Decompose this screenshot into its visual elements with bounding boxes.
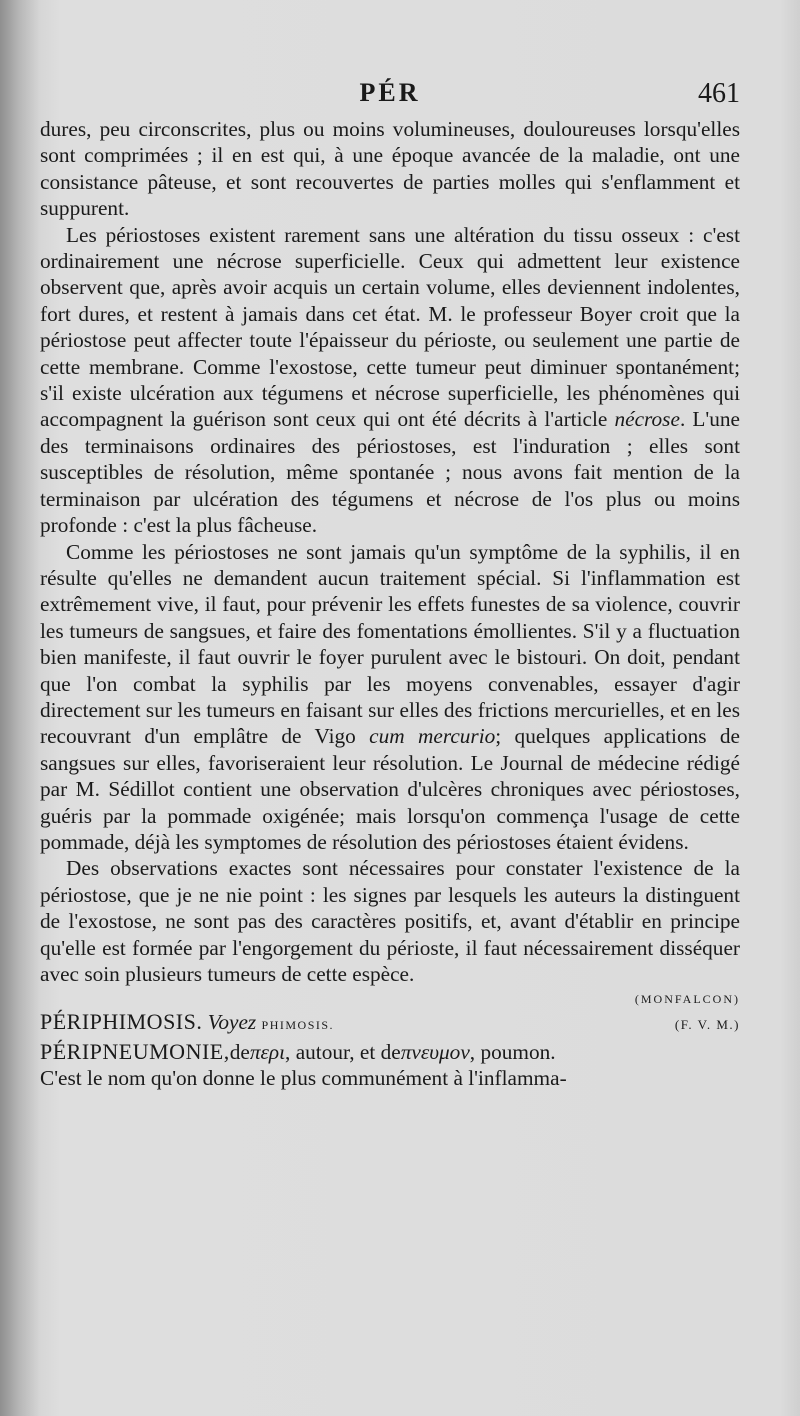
- entry-text: , autour, et de: [285, 1039, 401, 1064]
- running-head: PÉR: [359, 78, 421, 107]
- paragraph-text: Comme les périostoses ne sont jamais qu'un symptôme de la syphilis, il en résulte qu'elles ne demandent aucun traitement spécial. Si l'inflammation est extrêmement vive, il faut, pour prévenir les effets funestes de sa violence, couvrir les tumeurs de sangsues, et faire des fomentations émollientes. S'il y a fluctuation bien manifeste, il faut ouvrir le foyer purulent avec le bistouri. On doit, pendant que l'on combat la syphilis par les moyens convenables, essayer d'agir directement sur les tumeurs en faisant sur elles des frictions mercurielles, et en les recouvrant d'un emplâtre de Vigo: [40, 539, 740, 749]
- entry-text: de: [229, 1039, 250, 1064]
- entry-text: [40, 1009, 334, 1038]
- page-body: [40, 116, 740, 1092]
- cross-reference: PHIMOSIS.: [261, 1018, 335, 1033]
- entry-peripneumonie: [40, 1039, 740, 1065]
- paragraph-text: Les périostoses existent rarement sans une altération du tissu osseux : c'est ordinairement une nécrose superficielle. Ceux qui admettent leur existence observent que, après avoir acquis un certain volume, elles deviennent indolentes, fort dures, et restent à jamais dans cet état. M. le professeur Boyer croit que la périostose peut affecter toute l'épaisseur du périoste, ou seulement une partie de cette membrane. Comme l'exostose, cette tumeur peut diminuer spontanément; s'il existe ulcération aux tégumens et nécrose superficielle, les phénomènes qui accompagnent la guérison sont ceux qui ont été décrits à l'article: [40, 222, 740, 432]
- entry-line: [40, 1039, 740, 1065]
- greek-word: πνευμον: [400, 1039, 470, 1064]
- author-initials: (F. V. M.): [674, 1017, 740, 1033]
- paragraph-periostoses-alteration: [40, 222, 740, 539]
- voyez-label: Voyez: [207, 1010, 257, 1035]
- headword: PÉRIPHIMOSIS.: [40, 1009, 203, 1035]
- italic-term: cum mercurio: [369, 724, 496, 749]
- headword: PÉRIPNEUMONIE,: [40, 1038, 230, 1064]
- page-number: 461: [698, 78, 740, 109]
- entry-periphimosis: [40, 1009, 740, 1038]
- paragraph-text: . L'une des terminaisons ordinaires des périostoses, est l'induration ; elles sont susceptibles de résolution, même spontanée ; nous avons fait mention de la terminaison par ulcération des tégumens et nécrose de l'os plus ou moins profonde : c'est la plus fâcheuse.: [40, 407, 741, 538]
- paragraph-treatment: [40, 539, 740, 856]
- italic-term: nécrose: [614, 407, 680, 432]
- page-header: [40, 78, 740, 118]
- last-line: C'est le nom qu'on donne le plus communément à l'inflamma-: [40, 1066, 567, 1091]
- paragraph-text: ; quelques applications de sangsues sur elles, favoriseraient leur résolution. Le Journal de médecine rédigé par M. Sédillot contient une observation d'ulcères chroniques avec périostoses, guéris par la pommade oxigénée; mais lorsqu'on commença l'usage de cette pommade, déjà les symptomes de résolution des périostoses étaient évidens.: [40, 724, 740, 854]
- paragraph-continuation: dures, peu circonscrites, plus ou moins volumineuses, douloureuses lorsqu'elles sont comprimées ; il en est qui, à une époque avancée de la maladie, ont une consistance pâteuse, et sont recouvertes de parties molles qui s'enflamment et suppurent.: [40, 117, 740, 221]
- author-signature: (MONFALCON): [634, 992, 740, 1007]
- paragraph-observations: Des observations exactes sont nécessaires pour constater l'existence de la périostose, que je ne nie point : les signes par lesquels les auteurs la distinguent de l'exostose, ne sont pas des caractères positifs, et, avant d'établir en principe qu'elle est formée par l'engorgement du périoste, il faut nécessairement disséquer avec soin plusieurs tumeurs de cette espèce.: [40, 856, 740, 986]
- entry-line: [40, 1009, 740, 1038]
- entry-text: , poumon.: [469, 1039, 556, 1064]
- greek-word: περι: [249, 1039, 286, 1064]
